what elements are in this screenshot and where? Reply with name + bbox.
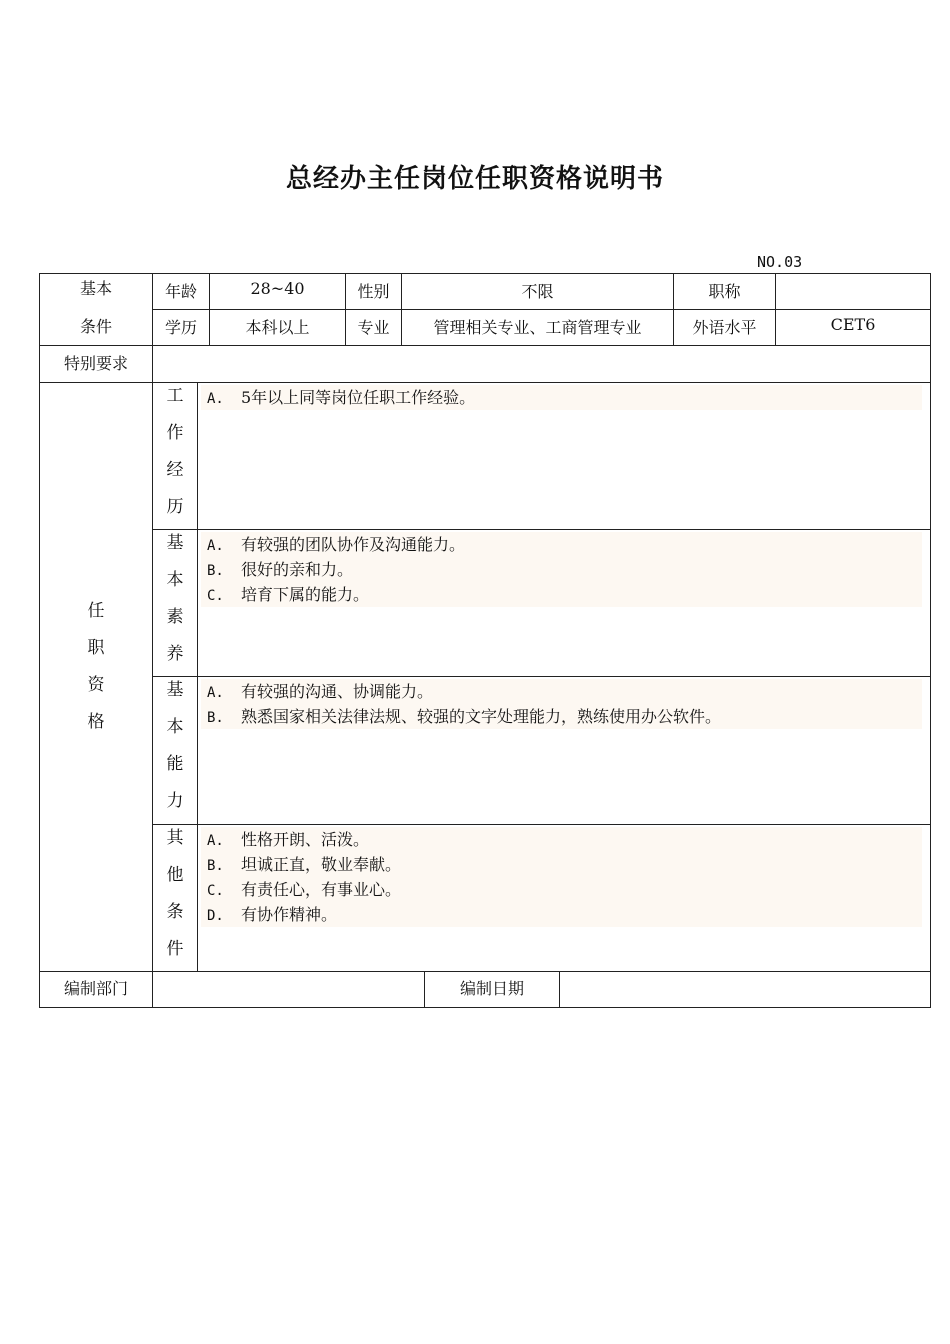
language-label: 外语水平 [692,318,757,337]
title-label: 职称 [708,282,741,301]
list-item: C. 有责任心，有事业心。 [207,880,402,899]
work-experience-items [201,385,922,410]
age-value: 28~40 [250,279,305,298]
other-conditions-items [201,827,922,927]
major-label: 专业 [357,318,390,337]
page-title: 总经办主任岗位任职资格说明书 [285,164,664,194]
list-item: B. 很好的亲和力。 [207,560,354,579]
basic-conditions-label-line2: 条件 [79,317,112,336]
list-item: A. 有较强的团队协作及沟通能力。 [207,535,466,554]
list-item: A. 5年以上同等岗位任职工作经验。 [207,388,476,407]
list-item: A. 有较强的沟通、协调能力。 [207,682,434,701]
basic-conditions-label-line1: 基本 [79,279,112,298]
gender-label: 性别 [357,282,390,301]
other-conditions-label: 其 他 条 件 [166,828,184,959]
work-experience-label: 工 作 经 历 [166,386,184,517]
prepared-by-dept-label: 编制部门 [63,979,128,998]
major-value: 管理相关专业、工商管理专业 [433,318,642,337]
document-number: NO.03 [757,253,803,271]
list-item: B. 熟悉国家相关法律法规、较强的文字处理能力，熟练使用办公软件。 [207,707,722,726]
list-item: D. 有协作精神。 [207,905,338,924]
list-item: A. 性格开朗、活泼。 [207,830,370,849]
list-item: B. 坦诚正直，敬业奉献。 [207,855,402,874]
language-value: CET6 [830,315,876,334]
basic-qualities-items [201,532,922,607]
education-label: 学历 [164,318,197,337]
list-item: C. 培育下属的能力。 [207,585,370,604]
qualification-label: 任 职 资 格 [87,601,105,732]
gender-value: 不限 [521,282,554,301]
prepared-date-label: 编制日期 [459,979,524,998]
basic-abilities-label: 基 本 能 力 [166,680,184,811]
basic-qualities-label: 基 本 素 养 [166,533,184,664]
basic-abilities-items [201,679,922,729]
special-requirements-label: 特别要求 [63,354,128,373]
age-label: 年龄 [164,282,197,301]
education-value: 本科以上 [245,318,310,337]
